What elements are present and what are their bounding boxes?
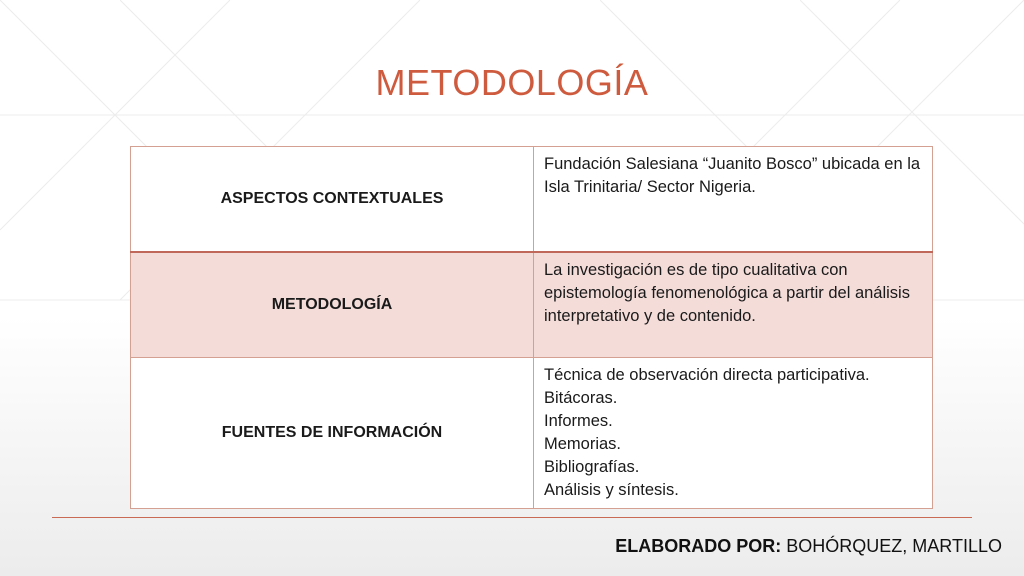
footer-label: ELABORADO POR: — [615, 536, 782, 556]
row-content: Fundación Salesiana “Juanito Bosco” ubicada en la Isla Trinitaria/ Sector Nigeria. — [534, 147, 933, 253]
table-row — [131, 147, 933, 253]
footer-divider — [52, 517, 972, 518]
footer-authors: BOHÓRQUEZ, MARTILLO — [786, 536, 1002, 556]
footer-credit — [615, 536, 1002, 557]
row-label: METODOLOGÍA — [131, 252, 534, 358]
row-content: La investigación es de tipo cualitativa con epistemología fenomenológica a partir del análisis interpretativo y de contenido. — [534, 252, 933, 358]
list-item: Memorias. — [544, 435, 622, 453]
list-item: Bitácoras. — [544, 389, 618, 407]
row-content-list — [534, 358, 933, 509]
slide-title: METODOLOGÍA — [375, 62, 649, 103]
row-label: FUENTES DE INFORMACIÓN — [131, 358, 534, 509]
table-row — [131, 358, 933, 509]
list-item: Informes. — [544, 412, 613, 430]
list-item: Análisis y síntesis. — [544, 481, 679, 499]
row-label: ASPECTOS CONTEXTUALES — [131, 147, 534, 253]
list-item: Técnica de observación directa participativa. — [544, 366, 870, 384]
table-row — [131, 252, 933, 358]
list-item: Bibliografías. — [544, 458, 640, 476]
methodology-table — [130, 146, 933, 509]
